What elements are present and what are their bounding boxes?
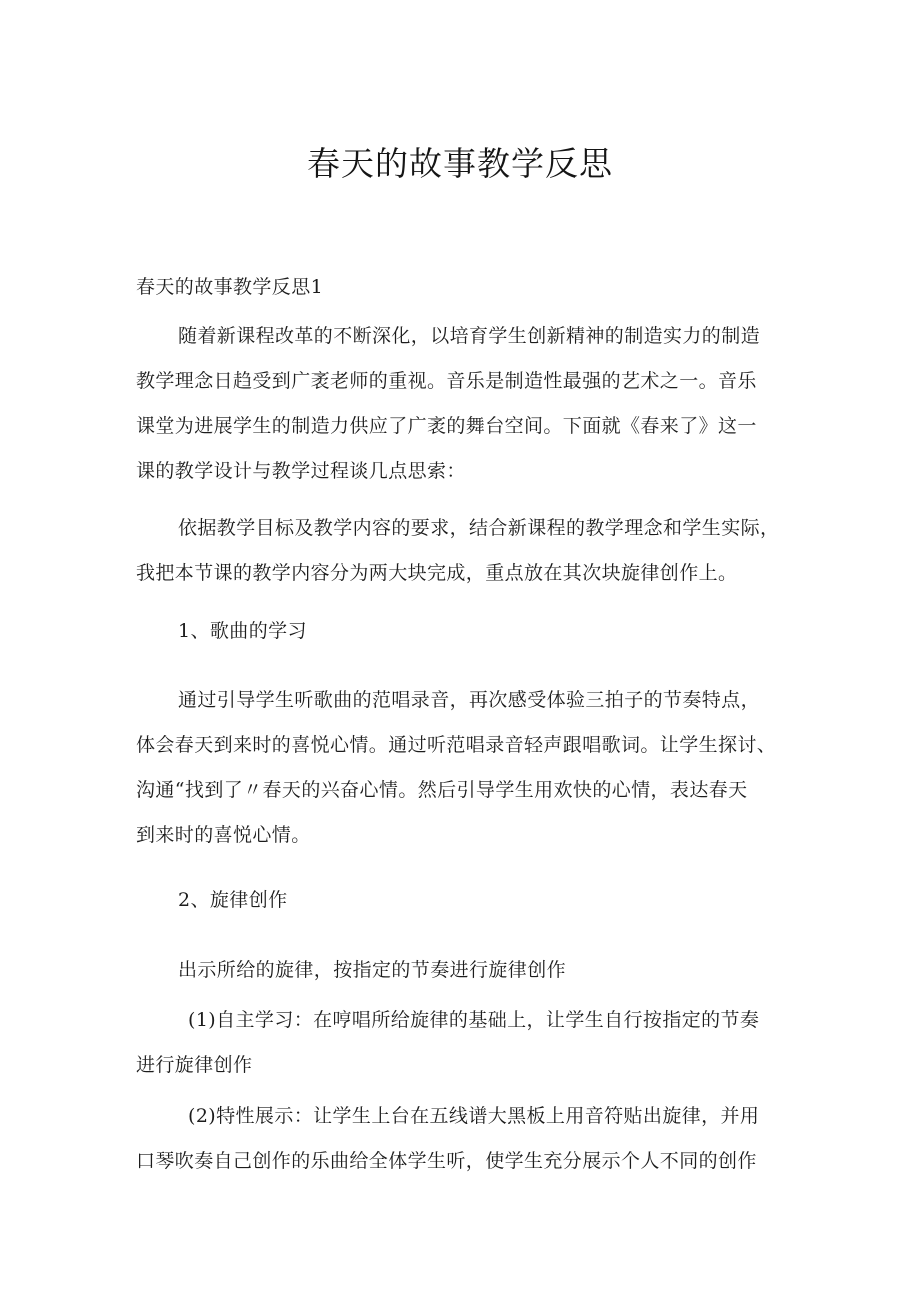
paragraph-3-line-1: 通过引导学生听歌曲的范唱录音，再次感受体验三拍子的节奏特点，	[178, 689, 761, 711]
paragraph-1-line-1: 随着新课程改革的不断深化，以培育学生创新精神的制造实力的制造	[178, 325, 761, 347]
step-1-line-1: (1)自主学习：在哼唱所给旋律的基础上，让学生自行按指定的节奏	[188, 1009, 760, 1031]
paragraph-2-line-2: 我把本节课的教学内容分为两大块完成，重点放在其次块旋律创作上。	[136, 562, 738, 584]
paragraph-1-line-3: 课堂为进展学生的制造力供应了广袤的舞台空间。下面就《春来了》这一	[136, 415, 757, 437]
paragraph-3-line-3: 沟通“找到了〃春天的兴奋心情。然后引导学生用欢快的心情，表达春天	[136, 779, 748, 801]
step-2-line-2: 口琴吹奏自己创作的乐曲给全体学生听，使学生充分展示个人不同的创作	[136, 1150, 757, 1172]
paragraph-4: 出示所给的旋律，按指定的节奏进行旋律创作	[178, 959, 567, 981]
paragraph-1-line-2: 教学理念日趋受到广袤老师的重视。音乐是制造性最强的艺术之一。音乐	[136, 370, 757, 392]
paragraph-2-line-1: 依据教学目标及教学内容的要求，结合新课程的教学理念和学生实际，	[178, 517, 780, 539]
item-2-heading: 2、旋律创作	[178, 889, 288, 911]
document-title: 春天的故事教学反思	[307, 144, 613, 183]
step-2-line-1: (2)特性展示：让学生上台在五线谱大黑板上用音符贴出旋律，并用	[188, 1105, 760, 1127]
section-heading: 春天的故事教学反思1	[136, 276, 324, 298]
item-1-heading: 1、歌曲的学习	[178, 620, 307, 642]
paragraph-1-line-4: 课的教学设计与教学过程谈几点思索：	[136, 460, 466, 482]
step-1-line-2: 进行旋律创作	[136, 1054, 253, 1076]
paragraph-3-line-4: 到来时的喜悦心情。	[136, 824, 311, 846]
paragraph-3-line-2: 体会春天到来时的喜悦心情。通过听范唱录音轻声跟唱歌词。让学生探讨、	[136, 734, 777, 756]
